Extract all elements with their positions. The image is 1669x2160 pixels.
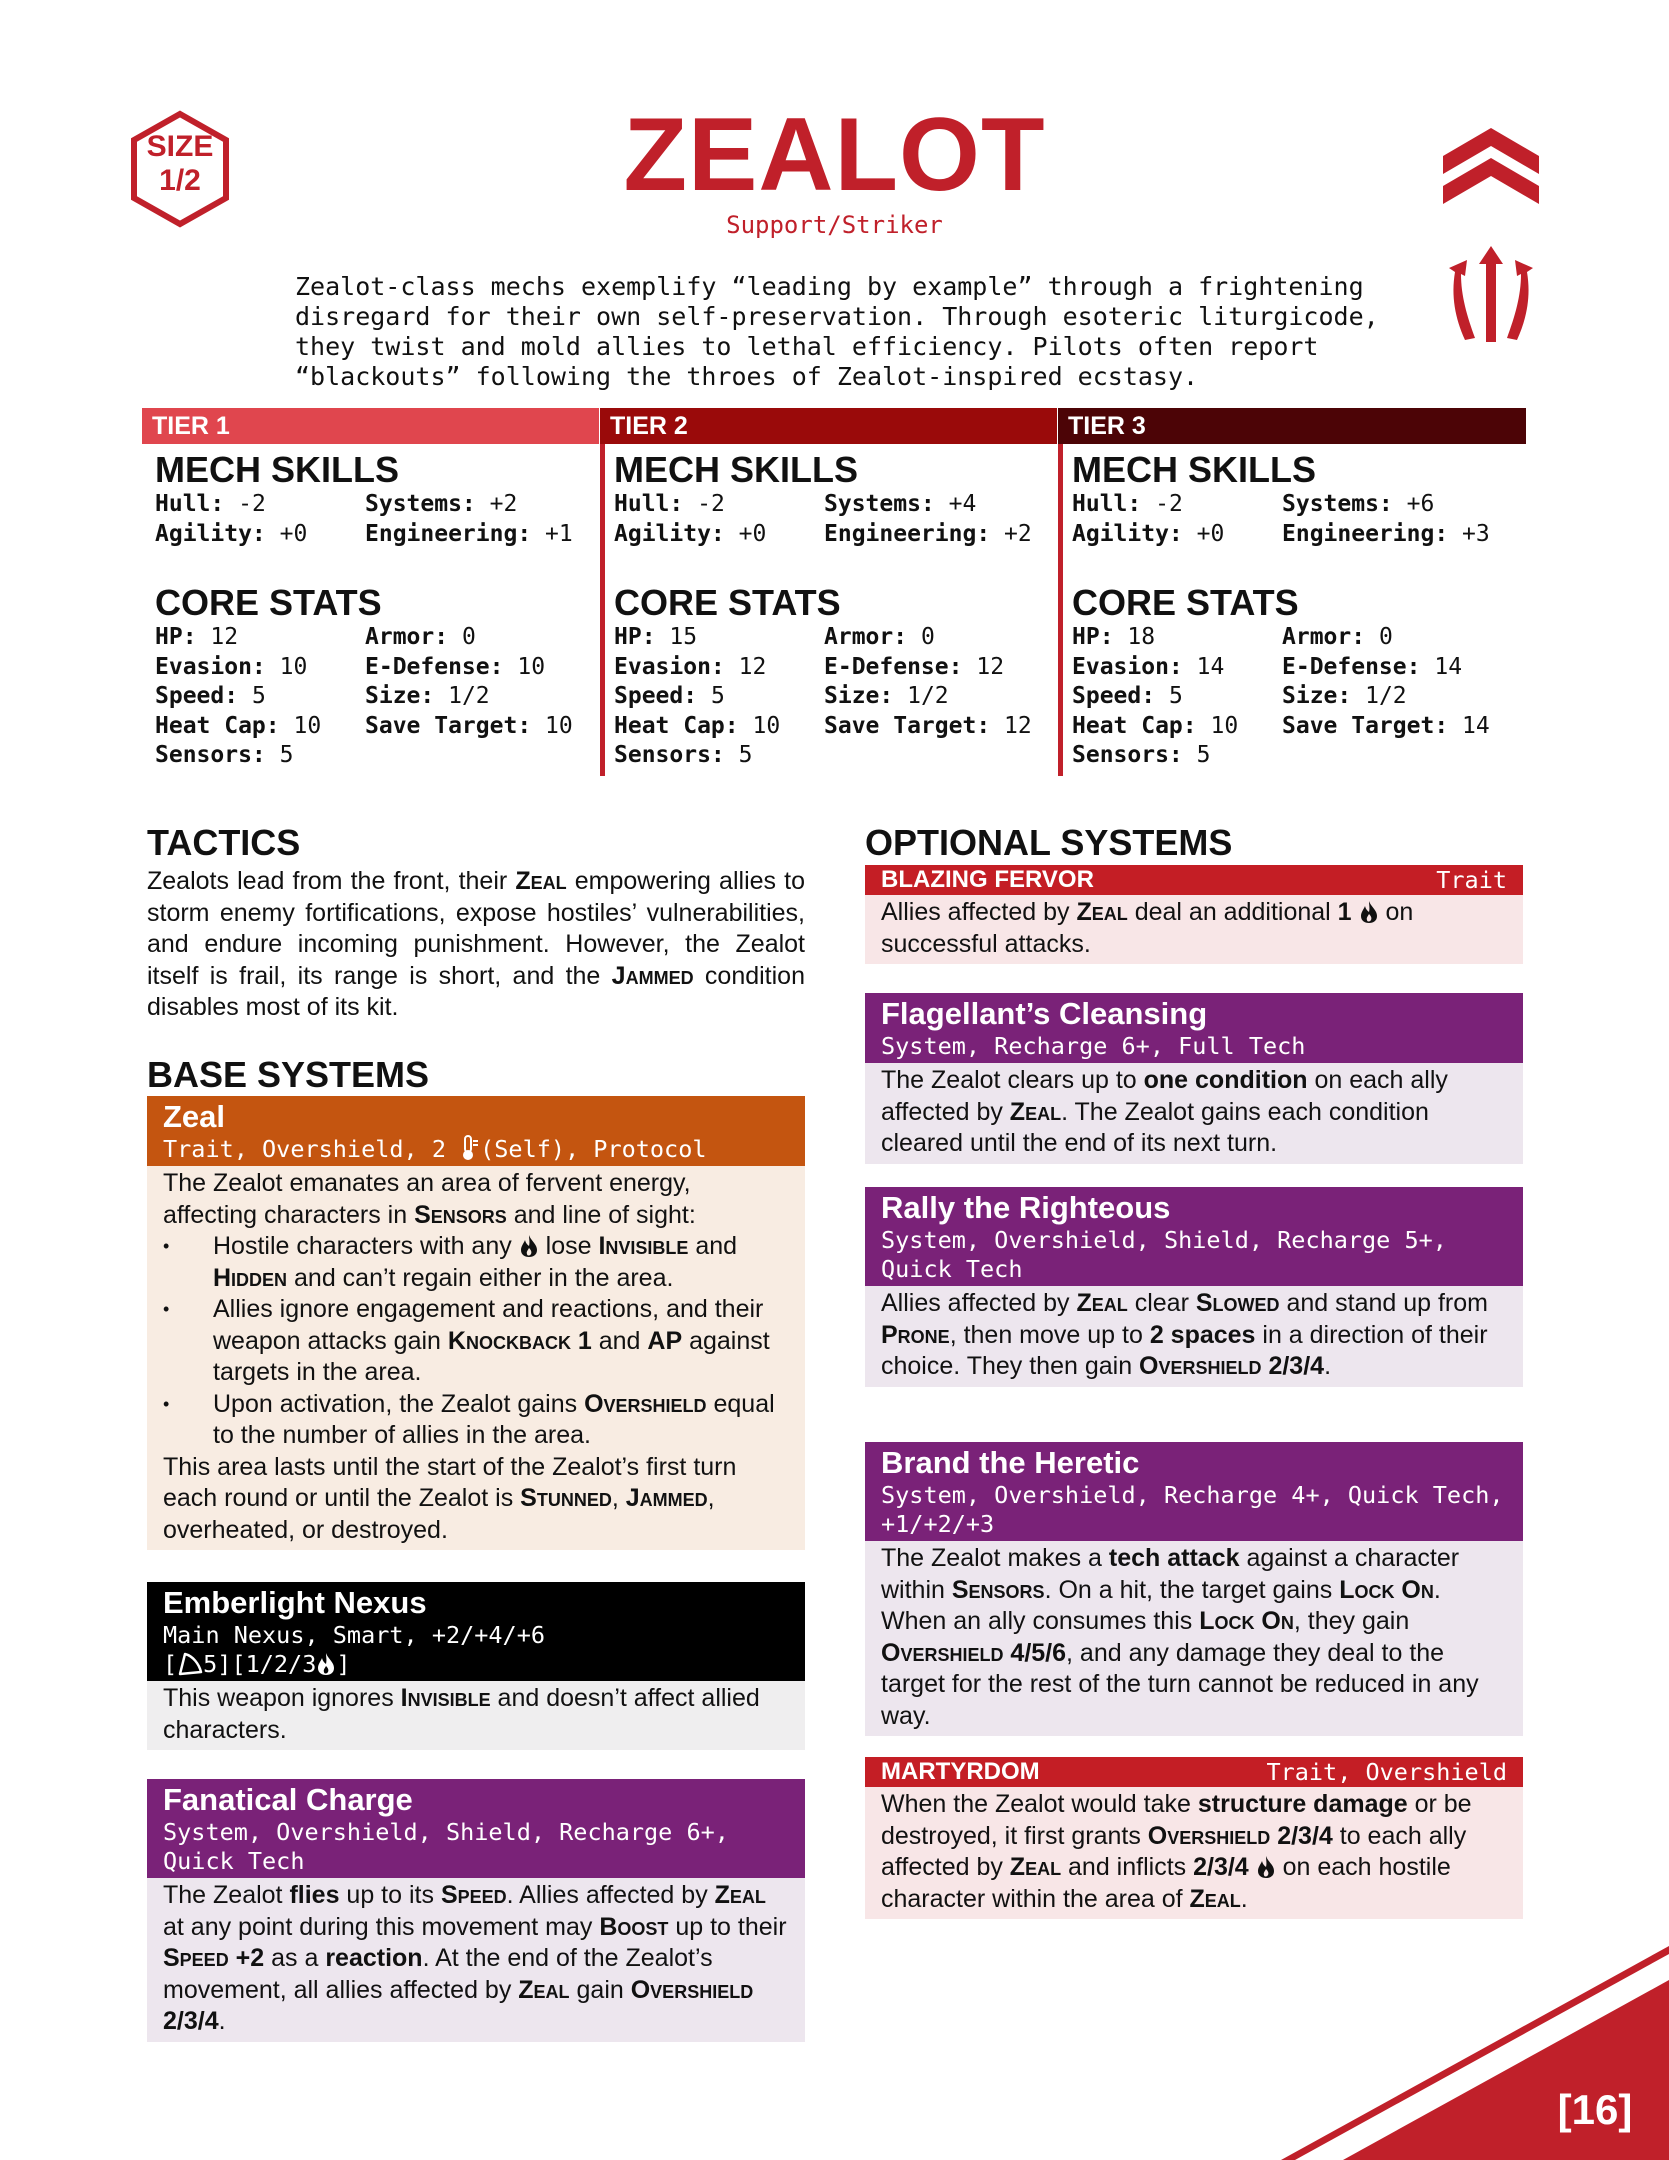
brand-header [865,1442,1523,1541]
rally-the-righteous-block [865,1187,1523,1387]
rally-header [865,1187,1523,1286]
cleansing-name: Flagellant’s Cleansing [881,996,1208,1031]
cleansing-tags: System, Recharge 6+, Full Tech [881,1032,1306,1060]
size-value: 1/2 [159,164,201,197]
nexus-tags: Main Nexus, Smart, +2/+4/+6 [163,1621,546,1649]
subtitle: Support/Striker [726,211,943,239]
charge-header [147,1779,805,1878]
nexus-header [147,1582,805,1681]
martyrdom-header [865,1757,1523,1787]
tier-3-column [1058,444,1526,776]
zeal-block [147,1096,805,1550]
cleansing-body: The Zealot clears up to one condition on each ally affected by Zeal. The Zealot gains each condition cleared until the end of its next turn. [865,1063,1523,1164]
cone-icon [177,1652,203,1676]
blazing-tag: Trait [1436,866,1507,894]
core-stats-heading: CORE STATS [155,582,382,623]
blazing-fervor-block [865,865,1523,964]
list-item: • Hostile characters with any lose Invisible and Hidden and can’t regain either in the area. [163,1231,789,1294]
charge-body: The Zealot flies up to its Speed. Allies affected by Zeal at any point during this movement may Boost up to their Speed +2 as a reaction. At the end of the Zealot’s movement, all allies affected by Zeal gain Overshield 2/3/4. [147,1878,805,2042]
list-item: • Allies ignore engagement and reactions, and their weapon attacks gain Knockback 1 and AP against targets in the area. [163,1294,789,1389]
flame-icon [316,1652,336,1676]
page-number: [16] [1557,2086,1633,2133]
trident-arrows-icon [1441,246,1541,342]
mech-skills: Hull: -2 Systems: +4 Agility: +0 Engineering: +2 [614,491,1032,547]
tier-3-header: TIER 3 [1058,408,1526,444]
mech-skills-heading: MECH SKILLS [614,449,859,490]
brand-name: Brand the Heretic [881,1445,1140,1480]
tier-1-column [146,444,596,776]
flame-icon [519,1234,539,1258]
zeal-header [147,1096,805,1166]
tier-1-header: TIER 1 [142,408,599,444]
core-stats-heading: CORE STATS [614,582,841,623]
base-systems-heading: BASE SYSTEMS [147,1054,430,1095]
flame-icon [1256,1855,1276,1879]
mech-skills: Hull: -2 Systems: +6 Agility: +0 Engineering: +3 [1072,491,1490,547]
double-chevron-up-icon [1443,128,1539,204]
core-stats-heading: CORE STATS [1072,582,1299,623]
emberlight-nexus-block [147,1582,805,1750]
fanatical-charge-block [147,1779,805,2042]
zeal-tags: Trait, Overshield, 2 (Self), Protocol [163,1135,707,1163]
martyrdom-body: When the Zealot would take structure damage or be destroyed, it first grants Overshield 2/3/4 to each ally affected by Zeal and inflicts 2/3/4 on each hostile character within the area of Zeal. [865,1787,1523,1919]
mech-skills-heading: MECH SKILLS [1072,449,1317,490]
nexus-range: [ 5][1/2/3 ] [163,1650,351,1678]
tier-2-column [600,444,1057,776]
core-stats: HP: 18 Armor: 0 Evasion: 14 E-Defense: 14 Speed: 5 Size: 1/2 Heat Cap: 10 Save Target: 14 Sensors: 5 [1072,624,1490,768]
mech-skills-heading: MECH SKILLS [155,449,400,490]
brand-tags: System, Overshield, Recharge 4+, Quick Tech, +1/+2/+3 [881,1481,1504,1538]
core-stats: HP: 15 Armor: 0 Evasion: 12 E-Defense: 12 Speed: 5 Size: 1/2 Heat Cap: 10 Save Target: 12 Sensors: 5 [614,624,1032,768]
nexus-name: Emberlight Nexus [163,1585,427,1620]
tactics-text: Zealots lead from the front, their Zeal empowering allies to storm enemy fortifications, expose hostiles’ vulnerabilities, and endure incoming punishment. However, the Zealot itself is frail, its range is short, and the Jammed condition disables most of its kit. [147,867,805,1021]
martyrdom-tags: Trait, Overshield [1266,1758,1507,1786]
brand-body: The Zealot makes a tech attack against a character within Sensors. On a hit, the target gains Lock On. When an ally consumes this Lock On, they gain Overshield 4/5/6, and any damage they deal to the target for the rest of the turn cannot be reduced in any way. [865,1541,1523,1736]
size-label: SIZE [146,130,214,163]
list-item: • Upon activation, the Zealot gains Overshield equal to the number of allies in the area. [163,1389,789,1452]
flagellants-cleansing-block [865,993,1523,1164]
mech-skills: Hull: -2 Systems: +2 Agility: +0 Engineering: +1 [155,491,573,547]
tier-2-header: TIER 2 [600,408,1057,444]
martyrdom-name: MARTYRDOM [881,1758,1040,1785]
cleansing-header [865,993,1523,1063]
zeal-name: Zeal [163,1099,226,1134]
martyrdom-block [865,1757,1523,1919]
brand-the-heretic-block [865,1442,1523,1736]
page-title: ZEALOT [623,97,1046,213]
flame-icon [1359,900,1379,924]
rally-name: Rally the Righteous [881,1190,1171,1225]
rally-body: Allies affected by Zeal clear Slowed and stand up from Prone, then move up to 2 spaces in a direction of their choice. They then gain Overshield 2/3/4. [865,1286,1523,1387]
intro-text: Zealot-class mechs exemplify “leading by example” through a frightening disregard for their own self-preservation. Through esoteric liturgicode, they twist and mold allies to lethal efficiency. Pilots often report “blackouts” following the throes of Zealot-inspired ecstasy. [295,272,1379,391]
rally-tags: System, Overshield, Shield, Recharge 5+, Quick Tech [881,1226,1447,1283]
blazing-name: BLAZING FERVOR [881,866,1094,893]
optional-systems-heading: OPTIONAL SYSTEMS [865,822,1233,863]
nexus-body: This weapon ignores Invisible and doesn’t affect allied characters. [147,1681,805,1750]
charge-name: Fanatical Charge [163,1782,413,1817]
tactics-heading: TACTICS [147,822,301,863]
core-stats: HP: 12 Armor: 0 Evasion: 10 E-Defense: 10 Speed: 5 Size: 1/2 Heat Cap: 10 Save Target: 10 Sensors: 5 [155,624,573,768]
blazing-header [865,865,1523,895]
zeal-body: The Zealot emanates an area of fervent energy, affecting characters in Sensors and line of sight: • Hostile characters with any lose Invisible and Hidden and can’t regain either in the area. • Allies ignore engagement and reactions, and their weapon attacks gain Knockback 1 and AP against targets in the area. • Upon activation, the Zealot gains Overshield equal to the number of allies in the area. This area lasts until the start of the Zealot’s first turn each round or until the Zealot is Stunned, Jammed, overheated, or destroyed. [147,1166,805,1550]
charge-tags: System, Overshield, Shield, Recharge 6+, Quick Tech [163,1818,729,1875]
thermometer-icon [460,1135,480,1161]
blazing-body: Allies affected by Zeal deal an additional 1 on successful attacks. [865,895,1523,964]
